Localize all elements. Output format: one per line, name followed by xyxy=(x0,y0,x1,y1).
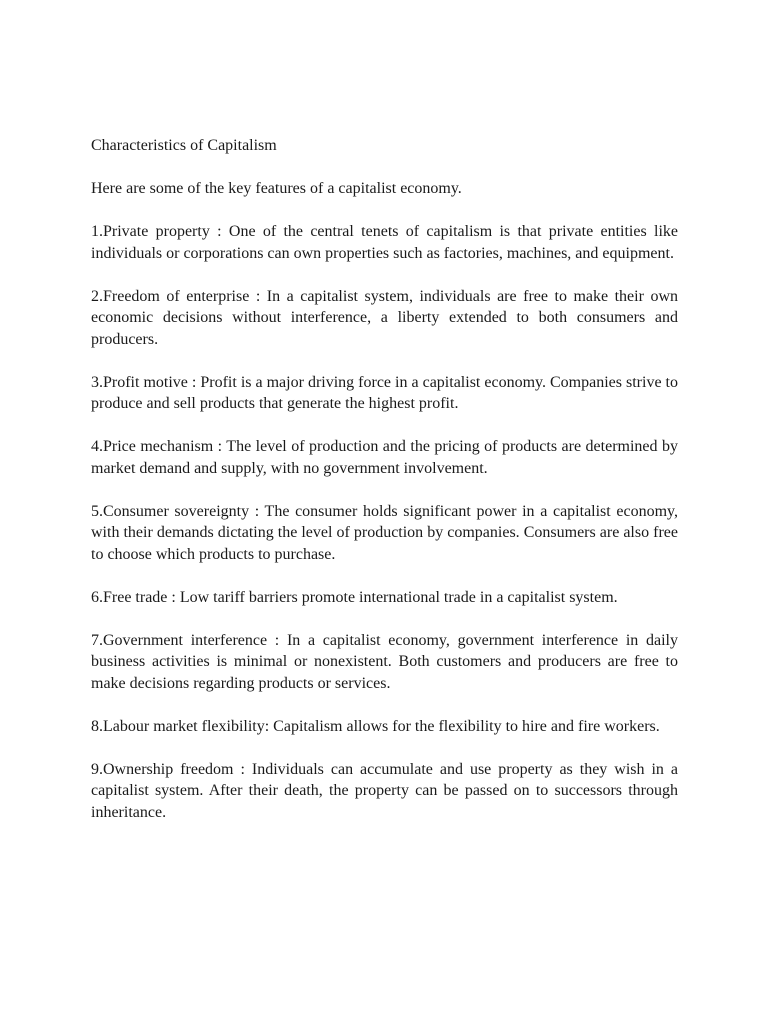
feature-paragraph-profit-motive: 3.Profit motive : Profit is a major driving force in a capitalist economy. Companies strive to produce and sell products that generate the highest profit. xyxy=(91,373,678,412)
feature-paragraph-labour-market-flexibility: 8.Labour market flexibility: Capitalism allows for the flexibility to hire and fire workers. xyxy=(91,717,660,735)
feature-paragraph-private-property: 1.Private property : One of the central tenets of capitalism is that private entities like individuals or corporations can own properties such as factories, machines, and equipment. xyxy=(91,223,678,262)
document-body xyxy=(91,135,678,845)
feature-paragraph-government-interference: 7.Government interference : In a capitalist economy, government interference in daily business activities is minimal or nonexistent. Both customers and producers are free to make decisions regarding products or services. xyxy=(91,631,678,692)
feature-paragraph-free-trade: 6.Free trade : Low tariff barriers promote international trade in a capitalist system. xyxy=(91,588,618,606)
feature-paragraph-consumer-sovereignty: 5.Consumer sovereignty : The consumer holds significant power in a capitalist economy, with their demands dictating the level of production by companies. Consumers are also free to choose which products to purchase. xyxy=(91,502,678,563)
feature-paragraph-price-mechanism: 4.Price mechanism : The level of production and the pricing of products are determined by market demand and supply, with no government involvement. xyxy=(91,438,678,477)
feature-paragraph-ownership-freedom: 9.Ownership freedom : Individuals can accumulate and use property as they wish in a capitalist system. After their death, the property can be passed on to successors through inheritance. xyxy=(91,760,678,821)
feature-paragraph-freedom-of-enterprise: 2.Freedom of enterprise : In a capitalist system, individuals are free to make their own economic decisions without interference, a liberty extended to both consumers and producers. xyxy=(91,287,678,348)
intro-paragraph: Here are some of the key features of a capitalist economy. xyxy=(91,180,462,197)
document-title: Characteristics of Capitalism xyxy=(91,137,277,154)
